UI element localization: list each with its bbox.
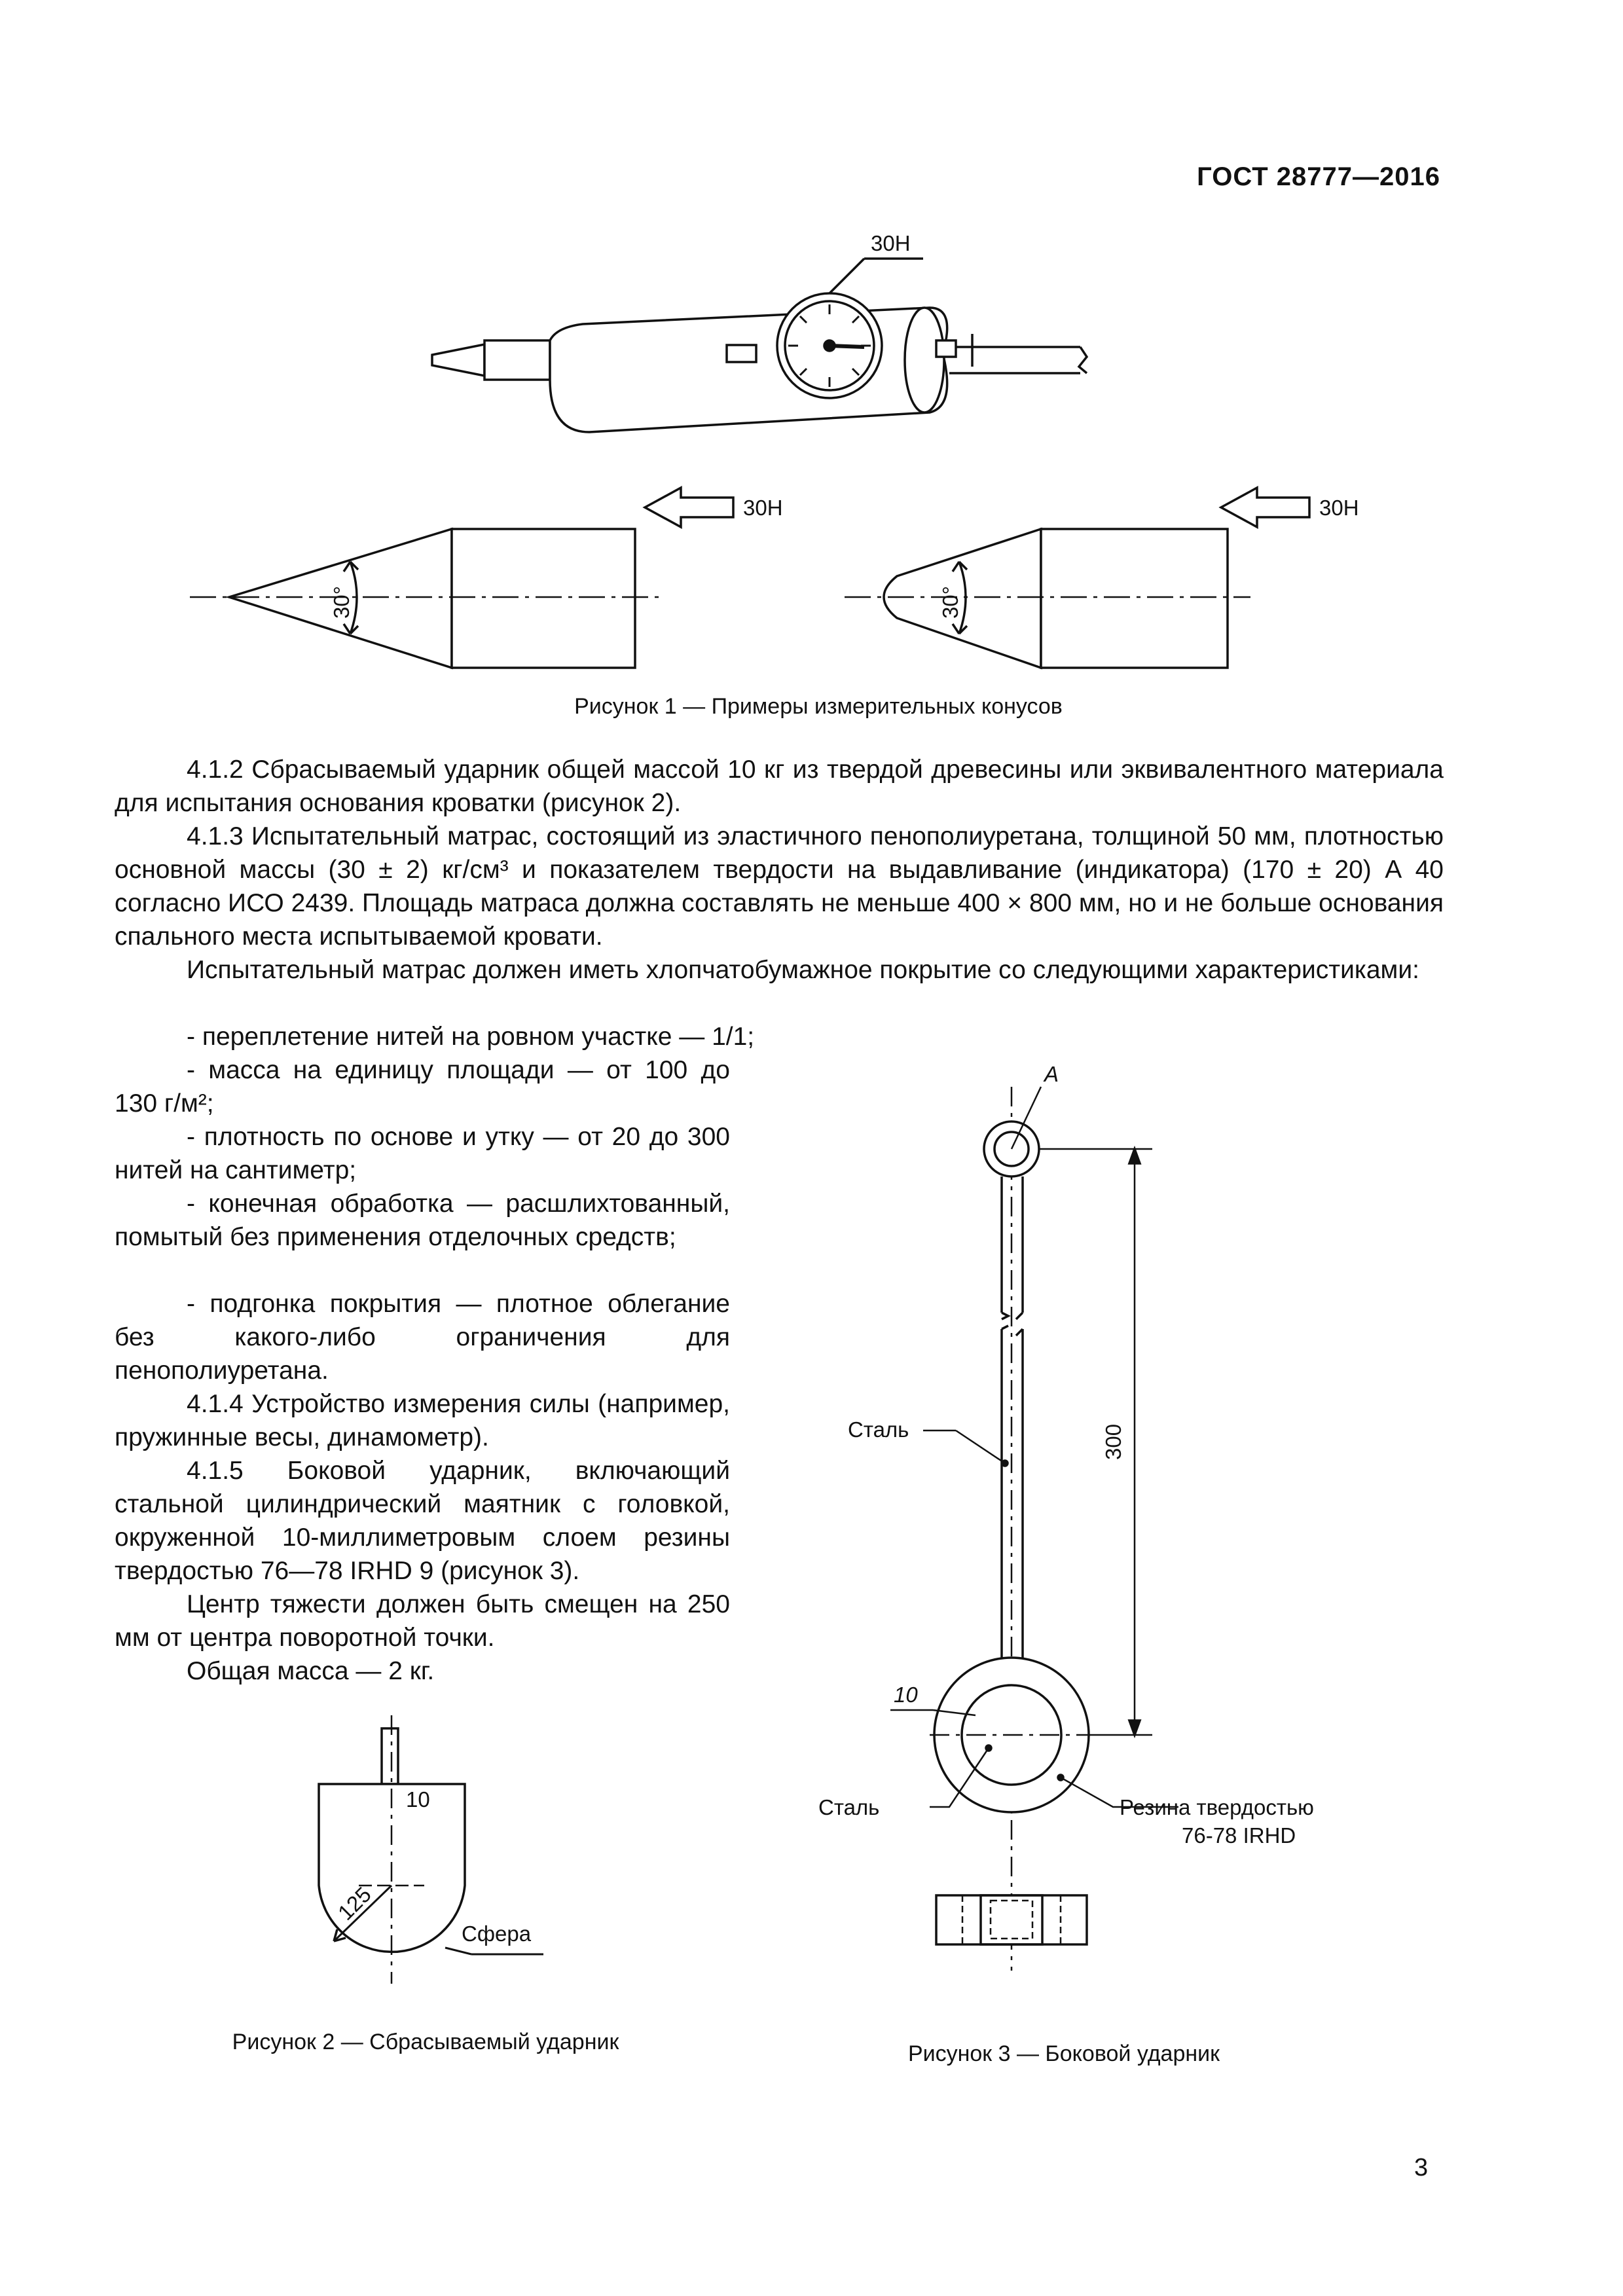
angle-label-left: 30°: [329, 586, 354, 619]
force-label-right: 30Н: [1319, 496, 1359, 520]
figure-2-caption: Рисунок 2 — Сбрасываемый ударник: [232, 2030, 619, 2054]
dimension-length: 300: [1101, 1423, 1125, 1460]
list-item-2: - масса на единицу площади — от 100 до 130 г/м²;: [115, 1056, 730, 1118]
list-item-1: - переплетение нитей на ровном участке — 1/1;: [187, 1023, 755, 1051]
list-item-3: - плотность по основе и утку — от 20 до 300 нитей на сантиметр;: [115, 1123, 730, 1184]
list-item-5: - подгонка покрытия — плотное облегание без какого-либо ограничения для пенополиуретана.: [115, 1290, 730, 1385]
paragraph-cover: Испытательный матрас должен иметь хлопчатобумажное покрытие со следующими характеристиками:: [187, 956, 1419, 984]
label-steel-head: Сталь: [818, 1795, 880, 1819]
force-label-top: 30Н: [871, 231, 911, 255]
angle-label-right: 30°: [938, 586, 962, 619]
paragraph-4-1-2: 4.1.2 Сбрасываемый ударник общей массой 10 кг из твердой древесины или эквивалентного материала для испытания основания кроватки (рисунок 2).: [115, 756, 1444, 817]
list-item-4: - конечная обработка — расшлихтованный, помытый без применения отделочных средств;: [115, 1190, 730, 1251]
label-steel-rod: Сталь: [848, 1417, 909, 1442]
dimension-radius: 125: [333, 1882, 376, 1925]
paragraph-4-1-3: 4.1.3 Испытательный матрас, состоящий из эластичного пенополиуретана, толщиной 50 мм, плотностью основной массы (30 ± 2) кг/см³ и показателем твердости на выдавливание (индикатора) (170 ± 20) А 40 согласно ИСО 2439. Площадь матраса должна составлять не меньше 400 × 800 мм, но и не больше основания спального места испытываемой кровати.: [115, 822, 1444, 951]
page-number: 3: [1414, 2154, 1429, 2181]
figure-3-caption: Рисунок 3 — Боковой ударник: [907, 2041, 1220, 2066]
paragraph-total-mass: Общая масса — 2 кг.: [187, 1657, 435, 1685]
paragraph-center-of-gravity: Центр тяжести должен быть смещен на 250 мм от центра поворотной точки.: [115, 1590, 730, 1652]
label-rubber-line-1: Резина твердостью: [1120, 1795, 1314, 1819]
label-rubber-line-2: 76-78 IRHD: [1182, 1823, 1296, 1848]
force-label-left: 30Н: [743, 496, 783, 520]
document-id: ГОСТ 28777—2016: [1197, 162, 1440, 191]
label-sphere: Сфера: [462, 1922, 532, 1946]
figure-1-caption: Рисунок 1 — Примеры измерительных конусов: [574, 694, 1063, 719]
label-point-a: А: [1044, 1062, 1059, 1086]
paragraph-4-1-5: 4.1.5 Боковой ударник, включающий стальной цилиндрический маятник с головкой, окруженной 10-миллиметровым слоем резины твердостью 76—78 IRHD 9 (рисунок 3).: [115, 1457, 730, 1585]
dimension-rubber: 10: [894, 1683, 918, 1707]
dimension-shaft: 10: [406, 1787, 430, 1812]
paragraph-4-1-4: 4.1.4 Устройство измерения силы (например, пружинные весы, динамометр).: [115, 1390, 730, 1451]
